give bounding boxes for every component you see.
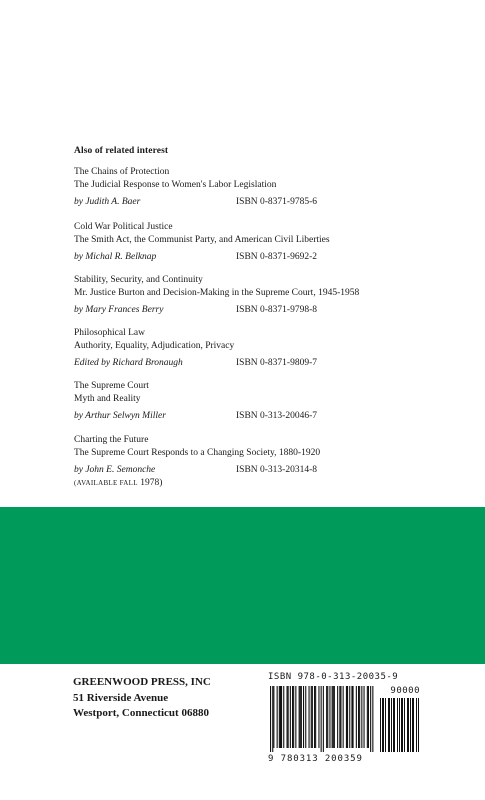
book-author: by Michal R. Belknap (74, 252, 157, 262)
price-code-bar (412, 698, 413, 752)
barcode-bar (300, 686, 301, 748)
book-title: Cold War Political Justice (74, 222, 173, 232)
book-author: by Judith A. Baer (74, 197, 141, 207)
price-code-bar (404, 698, 405, 752)
barcode-bar (323, 686, 324, 752)
price-code-bar (413, 698, 414, 752)
section-heading: Also of related interest (74, 146, 169, 156)
availability-note (74, 477, 320, 490)
barcode-bar (283, 686, 284, 748)
price-code-bar (382, 698, 383, 752)
barcode-bar (329, 686, 330, 748)
book-entry (74, 166, 318, 209)
barcode-bar (277, 686, 278, 748)
book-title: Stability, Security, and Continuity (74, 275, 203, 285)
book-author: by Mary Frances Berry (74, 305, 164, 315)
barcode-bar (326, 686, 327, 748)
price-code-bar (402, 698, 403, 752)
price-code-bar (397, 698, 398, 752)
barcode-bar (311, 686, 312, 748)
price-code-bar (408, 698, 409, 752)
price-code-bar (383, 698, 384, 752)
barcode-bar (353, 686, 354, 748)
book-isbn: ISBN 0-8371-9785-6 (236, 197, 318, 207)
ean-bars (270, 686, 373, 752)
price-code-bar (407, 698, 408, 752)
barcode-bar (334, 686, 335, 748)
barcode-bar (332, 686, 333, 748)
price-code-bar (388, 698, 389, 752)
barcode-bar (339, 686, 340, 748)
book-byline (74, 304, 359, 317)
book-subtitle: The Smith Act, the Communist Party, and American Civil Liberties (74, 235, 330, 245)
book-byline (74, 251, 330, 264)
barcode-bar (280, 686, 281, 748)
barcode-bar (305, 686, 306, 748)
barcode-bar (272, 686, 273, 752)
book-entry (74, 221, 330, 264)
barcode-bar (340, 686, 341, 748)
book-title: Philosophical Law (74, 328, 145, 338)
book-isbn: ISBN 0-8371-9809-7 (236, 358, 318, 368)
book-isbn: ISBN 0-313-20046-7 (236, 411, 318, 421)
barcode-bar (367, 686, 368, 748)
barcode-bar (347, 686, 348, 748)
barcode (268, 672, 420, 768)
book-entry (74, 380, 318, 423)
barcode-bar (370, 686, 371, 752)
barcode-bar (358, 686, 359, 748)
barcode-isbn-text: ISBN 978-0-313-20035-9 (268, 672, 399, 682)
book-title: The Supreme Court (74, 381, 149, 391)
price-code-bar (410, 698, 411, 752)
price-code-bar (399, 698, 400, 752)
book-author: by John E. Semonche (74, 465, 156, 475)
book-subtitle: Myth and Reality (74, 394, 141, 404)
book-isbn: ISBN 0-8371-9692-2 (236, 252, 318, 262)
barcode-bar (333, 686, 334, 748)
book-isbn: ISBN 0-8371-9798-8 (236, 305, 318, 315)
book-author: Edited by Richard Bronaugh (74, 358, 183, 368)
barcode-bar (337, 686, 338, 748)
price-code-bar (418, 698, 419, 752)
book-subtitle: The Supreme Court Responds to a Changing Society, 1880-1920 (74, 448, 321, 458)
barcode-bar (318, 686, 319, 748)
barcode-bar (327, 686, 328, 748)
barcode-bar (299, 686, 300, 748)
price-code-bar (389, 698, 390, 752)
barcode-bar (293, 686, 294, 748)
barcode-bar (303, 686, 304, 748)
book-author: by Arthur Selwyn Miller (74, 411, 166, 421)
book-isbn: ISBN 0-313-20314-8 (236, 465, 318, 475)
book-subtitle: Authority, Equality, Adjudication, Privacy (74, 341, 235, 351)
book-entry (74, 434, 320, 490)
price-code-bar (401, 698, 402, 752)
barcode-bar (356, 686, 357, 748)
book-entry (74, 274, 359, 317)
barcode-bar (321, 686, 322, 752)
barcode-bar (292, 686, 293, 748)
barcode-bar (359, 686, 360, 748)
barcode-bar (295, 686, 296, 748)
book-byline (74, 464, 320, 477)
publisher-address-line2: Westport, Connecticut 06880 (73, 707, 209, 719)
price-code-bars (380, 698, 419, 752)
barcode-bar (368, 686, 369, 748)
availability-year: 1978) (137, 478, 163, 488)
barcode-bar (372, 686, 373, 752)
book-entry (74, 327, 318, 370)
barcode-bar (287, 686, 288, 748)
book-title: Charting the Future (74, 435, 149, 445)
barcode-bar (346, 686, 347, 748)
book-byline (74, 196, 318, 209)
price-code-bar (391, 698, 392, 752)
price-code-bar (394, 698, 395, 752)
price-code-bar (380, 698, 381, 752)
availability-label: (AVAILABLE FALL (74, 479, 138, 487)
barcode-bar (361, 686, 362, 748)
barcode-bar (315, 686, 316, 748)
green-color-band (0, 507, 485, 664)
barcode-bar (364, 686, 365, 748)
barcode-digits: 9 780313 200359 (268, 754, 363, 764)
barcode-bar (270, 686, 271, 752)
price-code-bar (393, 698, 394, 752)
book-subtitle: Mr. Justice Burton and Decision-Making in the Supreme Court, 1945-1958 (74, 288, 360, 298)
price-code-bar (416, 698, 417, 752)
barcode-bar (281, 686, 282, 748)
publisher-block (73, 675, 211, 722)
publisher-name: GREENWOOD PRESS, INC (73, 676, 211, 688)
barcode-bar (290, 686, 291, 748)
barcode-bar (351, 686, 352, 748)
barcode-price-code: 90000 (390, 686, 420, 696)
barcode-bar (343, 686, 344, 748)
book-subtitle: The Judicial Response to Women's Labor Legislation (74, 180, 277, 190)
book-title: The Chains of Protection (74, 167, 170, 177)
publisher-address-line1: 51 Riverside Avenue (73, 691, 169, 704)
book-byline (74, 410, 318, 423)
price-code-bar (385, 698, 386, 752)
barcode-bar (349, 686, 350, 748)
barcode-bar (314, 686, 315, 748)
barcode-bar (301, 686, 302, 748)
barcode-bar (273, 686, 274, 748)
barcode-bar (279, 686, 280, 748)
barcode-bar (312, 686, 313, 748)
barcode-bar (288, 686, 289, 748)
book-byline (74, 357, 318, 370)
barcode-bar (309, 686, 310, 748)
